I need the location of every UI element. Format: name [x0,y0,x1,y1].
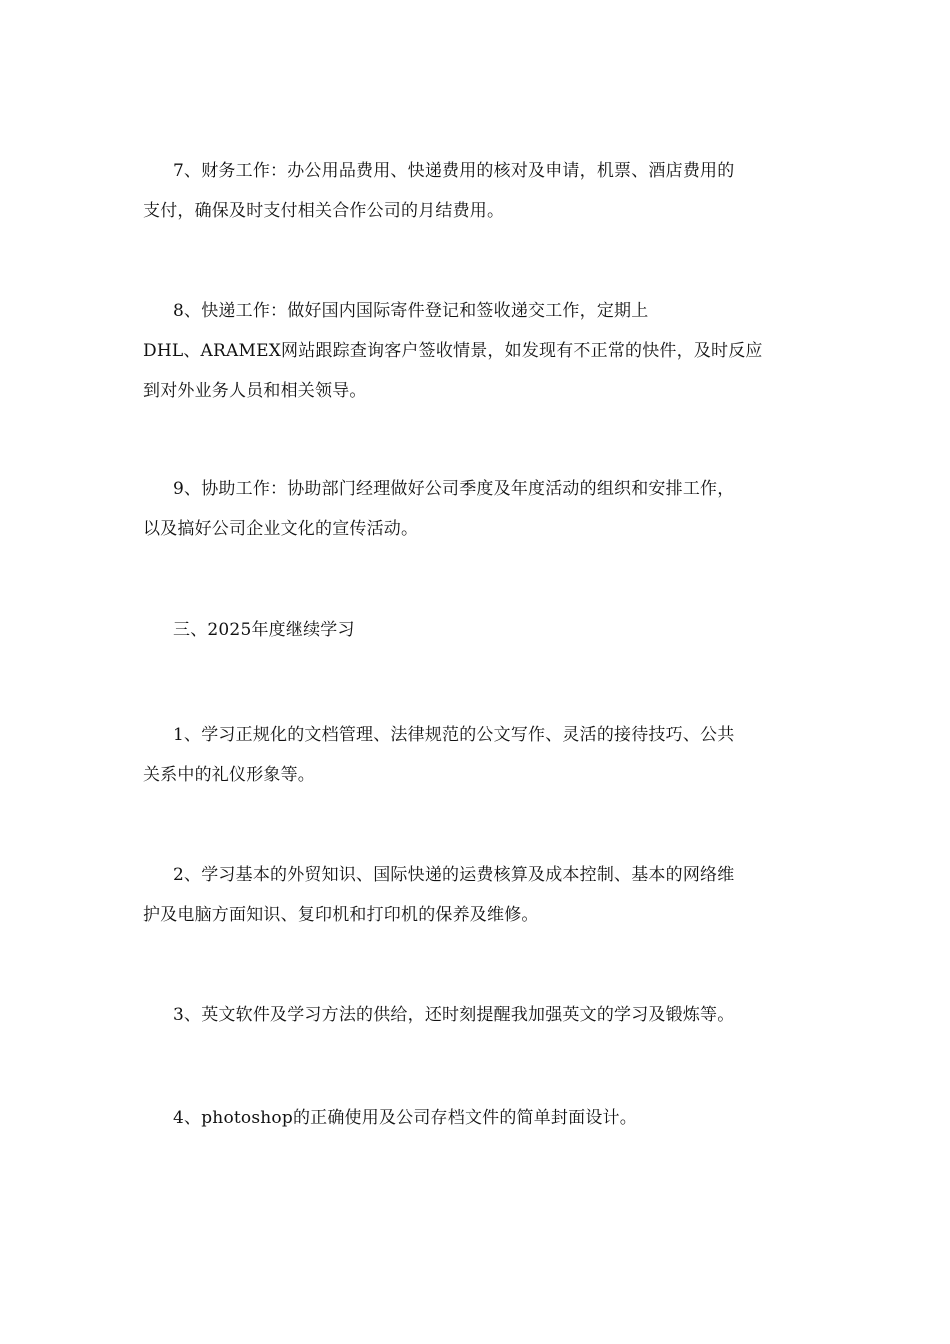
paragraph-study-item-2: 2、学习基本的外贸知识、国际快递的运费核算及成本控制、基本的网络维 护及电脑方面知识、复印机和打印机的保养及维修。 [143,865,735,925]
paragraph-assist-work: 9、协助工作：协助部门经理做好公司季度及年度活动的组织和安排工作， 以及搞好公司企业文化的宣传活动。 [143,479,735,539]
section-heading-continuing-study: 三、2025年度继续学习 [173,620,355,640]
paragraph-finance-work: 7、财务工作：办公用品费用、快递费用的核对及申请，机票、酒店费用的 支付，确保及时支付相关合作公司的月结费用。 [143,161,735,221]
paragraph-study-item-4: 4、photoshop的正确使用及公司存档文件的简单封面设计。 [173,1108,637,1128]
paragraph-study-item-3: 3、英文软件及学习方法的供给，还时刻提醒我加强英文的学习及锻炼等。 [173,1005,735,1025]
paragraph-courier-work: 8、快递工作：做好国内国际寄件登记和签收递交工作，定期上 DHL、ARAMEX网站跟踪查询客户签收情景，如发现有不正常的快件，及时反应 到对外业务人员和相关领导。 [143,301,763,401]
paragraph-study-item-1: 1、学习正规化的文档管理、法律规范的公文写作、灵活的接待技巧、公共 关系中的礼仪形象等。 [143,725,735,785]
